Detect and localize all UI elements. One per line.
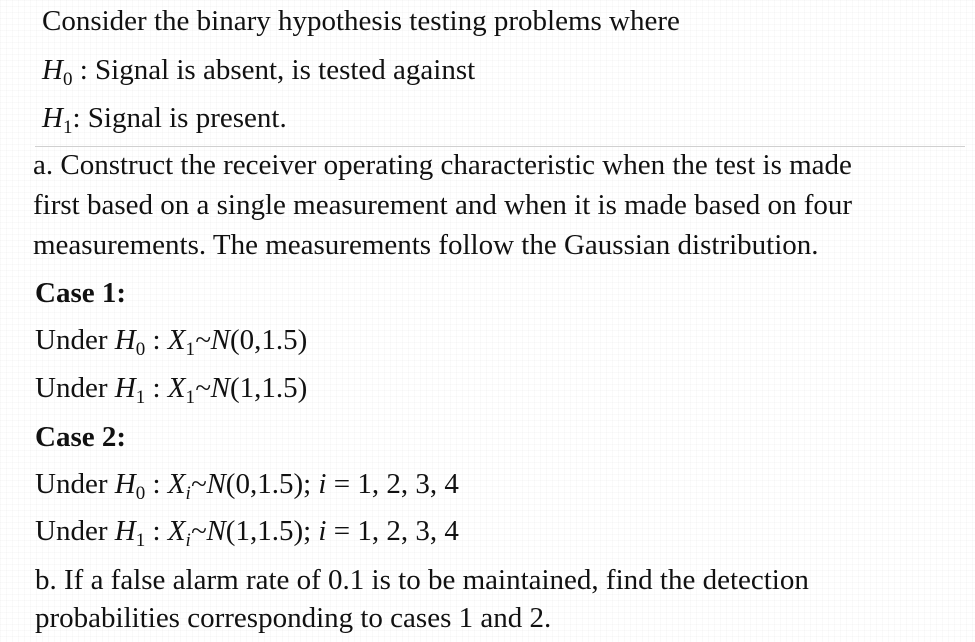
h-subscript: 1 <box>135 530 146 551</box>
index-symbol: i <box>318 515 327 547</box>
part-a-text-2: first based on a single measurement and when it is made based on four <box>33 189 853 221</box>
distribution-symbol: ~N <box>194 324 231 356</box>
index-range: = 1, 2, 3, 4 <box>326 515 459 547</box>
case-2-h1-row <box>35 514 459 551</box>
h1-subscript: 1 <box>62 117 73 138</box>
case-2-h0-row <box>35 467 459 504</box>
distribution-symbol: ~N <box>190 468 226 500</box>
h-symbol: H <box>114 468 136 500</box>
intro-line <box>42 4 680 38</box>
index-range: = 1, 2, 3, 4 <box>326 468 459 500</box>
hypothesis-h0-line <box>42 53 476 90</box>
h1-symbol: H <box>42 102 63 134</box>
colon: : <box>145 515 168 547</box>
x-subscript: i <box>185 530 191 551</box>
under-label: Under <box>35 372 115 404</box>
x-subscript: 1 <box>185 387 195 408</box>
distribution-symbol: ~N <box>190 515 226 547</box>
colon: : <box>145 324 168 356</box>
part-b-line-2 <box>35 601 551 635</box>
h0-symbol: H <box>42 54 63 86</box>
h-symbol: H <box>114 324 136 356</box>
distribution-params: (0,1.5) <box>230 324 308 356</box>
case-1-h1-row <box>35 371 308 408</box>
distribution-symbol: ~N <box>194 372 231 404</box>
h0-subscript: 0 <box>62 69 73 90</box>
case-2-heading <box>35 420 126 454</box>
under-label: Under <box>35 324 115 356</box>
x-subscript: i <box>185 483 191 504</box>
under-label: Under <box>35 468 115 500</box>
part-a-text-1: a. Construct the receiver operating characteristic when the test is made <box>33 149 852 181</box>
distribution-params: (1,1.5) <box>230 372 308 404</box>
colon: : <box>145 468 168 500</box>
hypothesis-h1-line <box>42 101 287 138</box>
distribution-params: (1,1.5); <box>225 515 319 547</box>
part-b-line-1 <box>35 563 809 597</box>
case-1-heading <box>35 276 126 310</box>
part-a-line-1 <box>33 148 852 182</box>
intro-text: Consider the binary hypothesis testing problems where <box>42 5 680 37</box>
x-symbol: X <box>167 515 186 547</box>
part-b-text-2: probabilities corresponding to cases 1 and 2. <box>35 602 552 634</box>
x-symbol: X <box>167 324 186 356</box>
h-subscript: 0 <box>135 483 146 504</box>
case-1-h0-row <box>35 323 308 360</box>
part-b-text-1: b. If a false alarm rate of 0.1 is to be maintained, find the detection <box>35 564 809 596</box>
index-symbol: i <box>318 468 327 500</box>
case-2-heading-text: Case 2: <box>35 421 127 453</box>
section-divider <box>35 146 965 147</box>
part-a-text-3: measurements. The measurements follow the Gaussian distribution. <box>33 229 819 261</box>
h-subscript: 1 <box>135 387 146 408</box>
x-subscript: 1 <box>185 339 195 360</box>
h-symbol: H <box>114 372 136 404</box>
distribution-params: (0,1.5); <box>225 468 319 500</box>
case-1-heading-text: Case 1: <box>35 277 127 309</box>
x-symbol: X <box>167 372 186 404</box>
part-a-line-3 <box>33 228 819 262</box>
h-symbol: H <box>114 515 136 547</box>
under-label: Under <box>35 515 115 547</box>
h1-description: : Signal is present. <box>72 102 287 134</box>
h0-description: : Signal is absent, is tested against <box>72 54 476 86</box>
x-symbol: X <box>167 468 186 500</box>
part-a-line-2 <box>33 188 852 222</box>
colon: : <box>145 372 168 404</box>
h-subscript: 0 <box>135 339 146 360</box>
